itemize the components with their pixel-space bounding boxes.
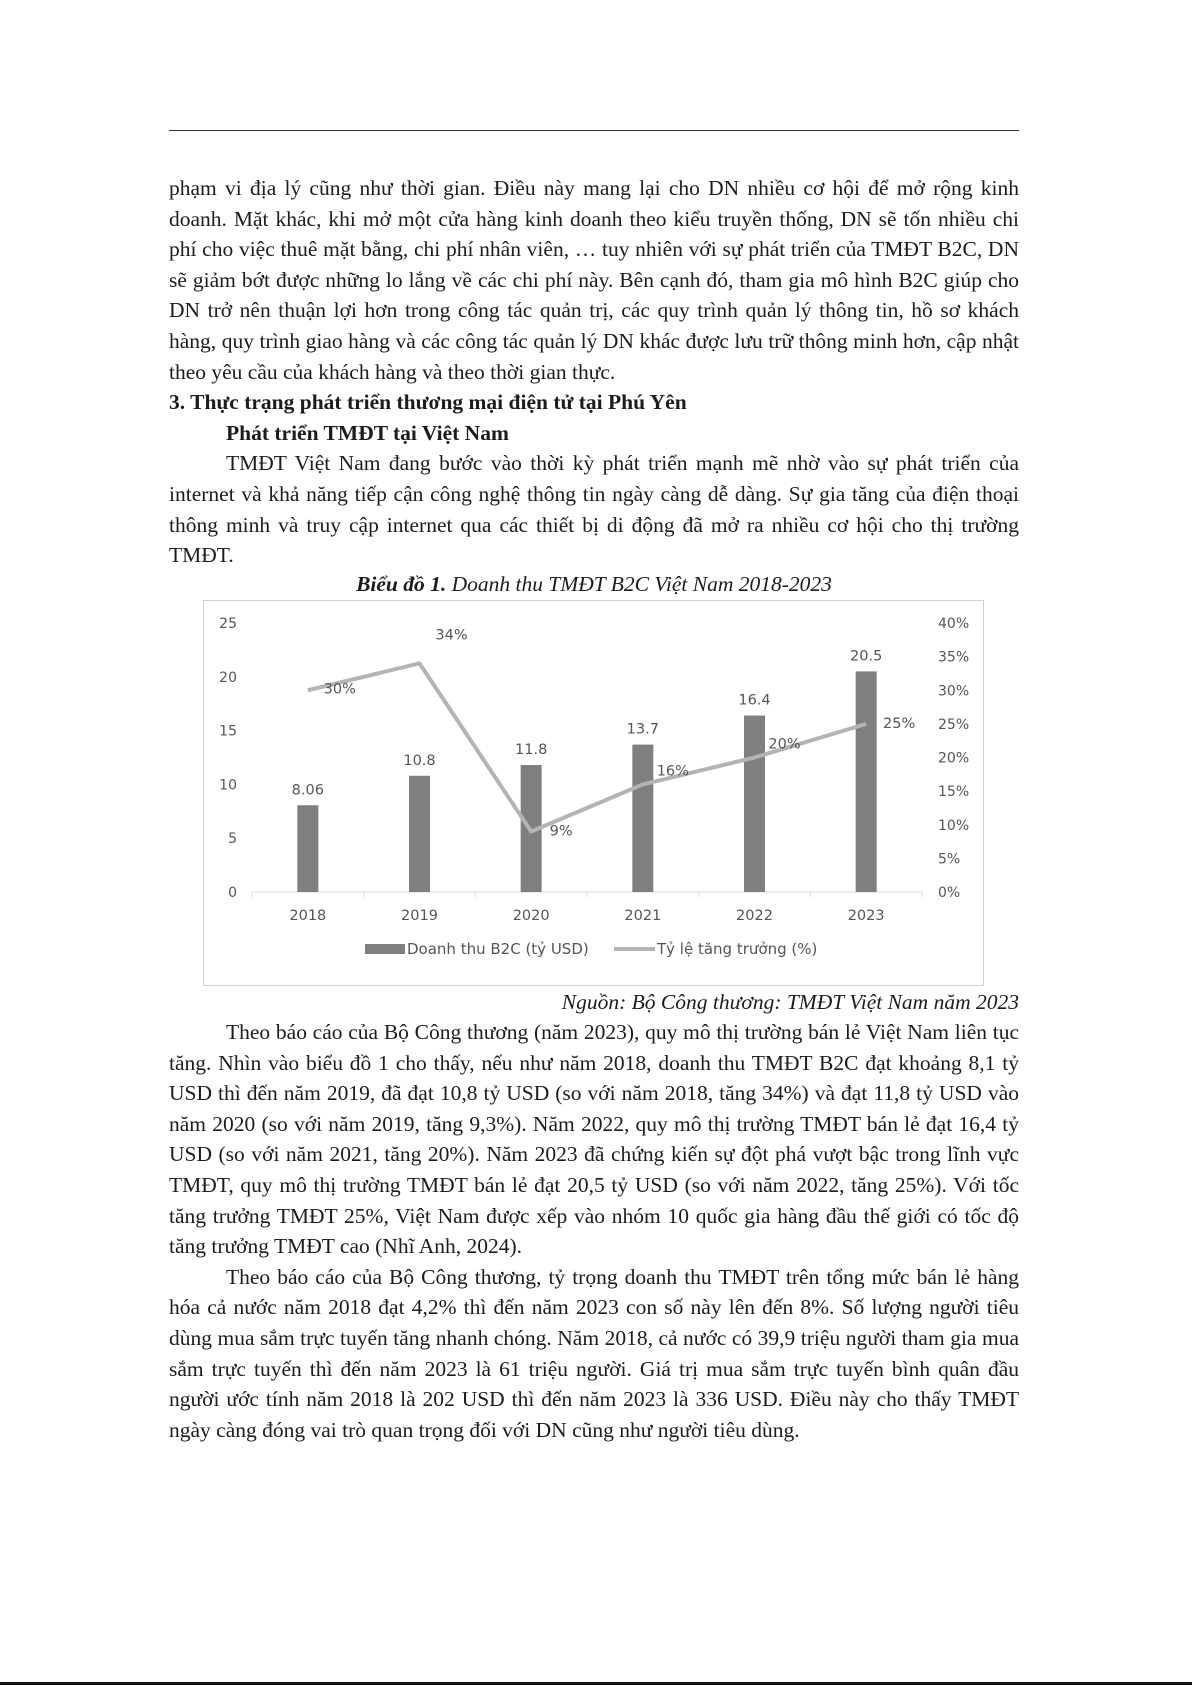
x-axis-tick-label: 2021 <box>624 908 662 924</box>
right-axis-tick-label: 5% <box>938 851 961 868</box>
paragraph-4: Theo báo cáo của Bộ Công thương, tỷ trọng doanh thu TMĐT trên tổng mức bán lẻ hàng hóa cả nước năm 2018 đạt 4,2% thì đến năm 2023 con số này lên đến 8%. Số lượng người tiêu dùng mua sắm trực tuyến tăng nhanh chóng. Năm 2018, cả nước có 39,9 triệu người tham gia mua sắm trực tuyến thì đến năm 2023 là 61 triệu người. Giá trị mua sắm trực tuyến bình quân đầu người ước tính năm 2018 là 202 USD thì đến năm 2023 là 336 USD. Điều này cho thấy TMĐT ngày càng đóng vai trò quan trọng đối với DN cũng như người tiêu dùng. <box>169 1264 1019 1442</box>
chart-container <box>203 600 984 986</box>
revenue-bar <box>632 745 653 892</box>
left-axis-tick-label: 5 <box>228 831 237 848</box>
right-axis-tick-label: 35% <box>938 649 970 666</box>
legend-growth-label: Tỷ lệ tăng trưởng (%) <box>657 940 818 958</box>
right-axis-tick-label: 40% <box>938 616 970 632</box>
right-axis-tick-label: 20% <box>938 750 970 767</box>
x-axis-tick-label: 2022 <box>736 908 773 924</box>
revenue-bar <box>744 716 765 892</box>
section-heading: 3. Thực trạng phát triển thương mại điện tử tại Phú Yên <box>169 390 687 415</box>
revenue-bar <box>856 671 877 892</box>
left-axis-tick-label: 0 <box>228 885 237 901</box>
left-axis-tick-label: 20 <box>219 669 237 686</box>
revenue-bar-label: 8.06 <box>291 782 324 799</box>
x-axis-tick-label: 2020 <box>512 908 550 924</box>
header-rule <box>169 130 1019 131</box>
paragraph-1: phạm vi địa lý cũng như thời gian. Điều này mang lại cho DN nhiều cơ hội để mở rộng kinh doanh. Mặt khác, khi mở một cửa hàng kinh doanh theo kiểu truyền thống, DN sẽ tốn nhiều chi phí cho việc thuê mặt bằng, chi phí nhân viên, … tuy nhiên với sự phát triển của TMĐT B2C, DN sẽ giảm bớt được những lo lắng về các chi phí này. Bên cạnh đó, tham gia mô hình B2C giúp cho DN trở nên thuận lợi hơn trong công tác quản trị, các quy trình quản lý thông tin, hồ sơ khách hàng, quy trình giao hàng và các công tác quản lý DN khác được lưu trữ thông minh hơn, cập nhật theo yêu cầu của khách hàng và theo thời gian thực. <box>169 176 1019 384</box>
right-axis-tick-label: 30% <box>938 683 970 700</box>
revenue-bar-label: 11.8 <box>515 742 548 759</box>
figure-caption-text: Doanh thu TMĐT B2C Việt Nam 2018-2023 <box>446 572 832 596</box>
revenue-bar-label: 20.5 <box>850 648 883 665</box>
revenue-bar-label: 16.4 <box>738 692 771 709</box>
body-text-top <box>169 173 1019 571</box>
revenue-bar <box>297 805 318 892</box>
paragraph-2: TMĐT Việt Nam đang bước vào thời kỳ phát triển mạnh mẽ nhờ vào sự phát triển của internet và khả năng tiếp cận công nghệ thông tin ngày càng dễ dàng. Sự gia tăng của điện thoại thông minh và truy cập internet qua các thiết bị di động đã mở ra nhiều cơ hội cho thị trường TMĐT. <box>169 451 1019 568</box>
figure-source: Nguồn: Bộ Công thương: TMĐT Việt Nam năm 2023 <box>561 990 1019 1014</box>
growth-rate-label: 16% <box>656 763 689 780</box>
right-axis-tick-label: 25% <box>938 716 970 733</box>
subheading: Phát triển TMĐT tại Việt Nam <box>226 420 509 445</box>
legend-revenue-swatch <box>365 944 405 954</box>
figure-caption <box>169 569 1019 599</box>
x-axis-tick-label: 2023 <box>847 908 885 924</box>
legend-revenue-label: Doanh thu B2C (tỷ USD) <box>407 940 589 958</box>
left-axis-tick-label: 15 <box>219 723 237 740</box>
right-axis-tick-label: 10% <box>938 817 970 834</box>
right-axis-tick-label: 0% <box>938 885 961 901</box>
body-text-bottom <box>169 1017 1019 1445</box>
growth-rate-label: 9% <box>549 823 573 840</box>
revenue-bar-label: 13.7 <box>626 721 659 738</box>
growth-rate-label: 34% <box>435 627 468 644</box>
growth-rate-label: 30% <box>323 681 356 698</box>
revenue-bar-label: 10.8 <box>403 752 436 769</box>
paragraph-3: Theo báo cáo của Bộ Công thương (năm 2023), quy mô thị trường bán lẻ Việt Nam liên tục tăng. Nhìn vào biểu đồ 1 cho thấy, nếu như năm 2018, doanh thu TMĐT B2C đạt khoảng 8,1 tỷ USD thì đến năm 2019, đã đạt 10,8 tỷ USD (so với năm 2018, tăng 34%) và đạt 11,8 tỷ USD vào năm 2020 (so với năm 2019, tăng 9,3%). Năm 2022, quy mô thị trường TMĐT bán lẻ đạt 16,4 tỷ USD (so với năm 2021, tăng 20%). Năm 2023 đã chứng kiến sự đột phá vượt bậc trong lĩnh vực TMĐT, quy mô thị trường TMĐT bán lẻ đạt 20,5 tỷ USD (so với năm 2022, tăng 25%). Với tốc tăng trưởng TMĐT 25%, Việt Nam được xếp vào nhóm 10 quốc gia hàng đầu thế giới có tốc độ tăng trưởng TMĐT cao (Nhĩ Anh, 2024). <box>169 1020 1019 1259</box>
growth-rate-label: 25% <box>883 715 916 732</box>
growth-rate-label: 20% <box>768 736 801 753</box>
figure-caption-label: Biểu đồ 1. <box>356 572 447 596</box>
right-axis-tick-label: 15% <box>938 784 970 801</box>
revenue-bar <box>409 776 430 892</box>
x-axis-tick-label: 2019 <box>401 908 438 924</box>
revenue-growth-chart <box>204 601 983 985</box>
left-axis-tick-label: 25 <box>219 616 237 632</box>
left-axis-tick-label: 10 <box>219 777 237 794</box>
x-axis-tick-label: 2018 <box>289 908 327 924</box>
